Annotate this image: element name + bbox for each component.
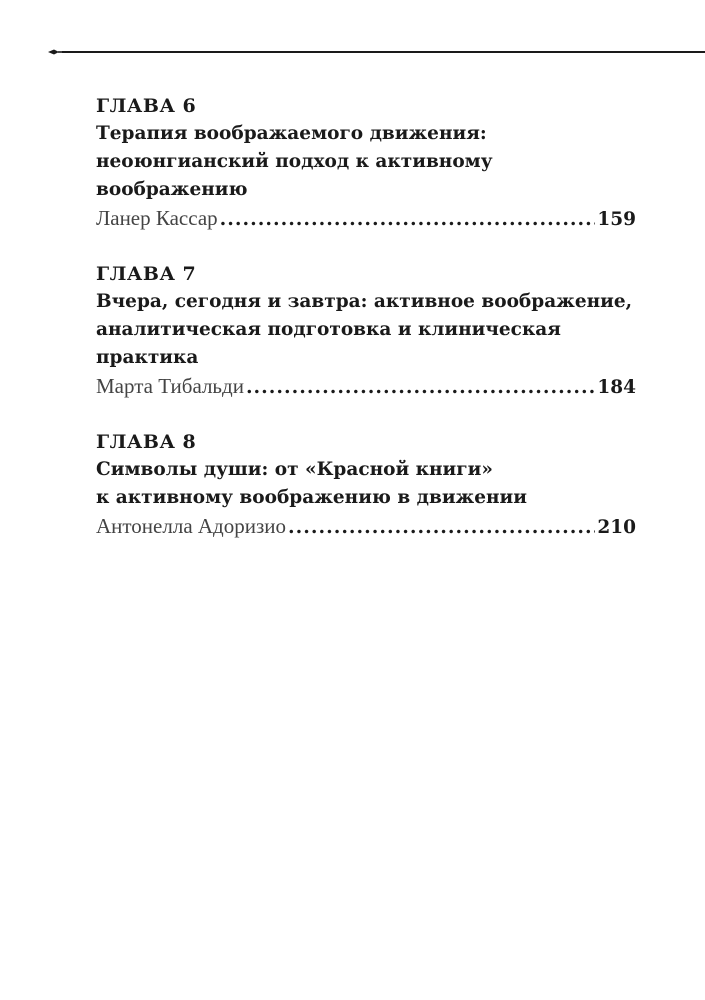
chapter-label: ГЛАВА 6 (96, 95, 197, 117)
table-of-contents (96, 92, 636, 568)
chapter-label: ГЛАВА 8 (96, 431, 197, 453)
chapter-title: Терапия воображаемого движения: неоюнгианский подход к активному воображению (96, 123, 493, 200)
toc-entry-chapter-8 (96, 428, 636, 542)
chapter-author: Антонелла Адоризио (96, 514, 287, 538)
dot-leader (288, 513, 595, 541)
chapter-author: Марта Тибальди (96, 374, 244, 398)
page-number: 210 (597, 517, 636, 538)
toc-entry-chapter-6 (96, 92, 636, 234)
entry-line (96, 372, 636, 402)
dot-leader (246, 373, 595, 401)
chapter-author: Ланер Кассар (96, 206, 218, 230)
horizontal-rule (62, 51, 705, 53)
entry-line (96, 204, 636, 234)
entry-line (96, 512, 636, 542)
page-number: 159 (597, 209, 636, 230)
toc-entry-chapter-7 (96, 260, 636, 402)
chapter-title: Символы души: от «Красной книги» к активному воображению в движении (96, 459, 527, 508)
dot-leader (220, 205, 596, 233)
chapter-title: Вчера, сегодня и завтра: активное воображение, аналитическая подготовка и клиническая практика (96, 291, 633, 368)
page-number: 184 (597, 377, 636, 398)
chapter-label: ГЛАВА 7 (96, 263, 197, 285)
header-rule (48, 48, 705, 56)
